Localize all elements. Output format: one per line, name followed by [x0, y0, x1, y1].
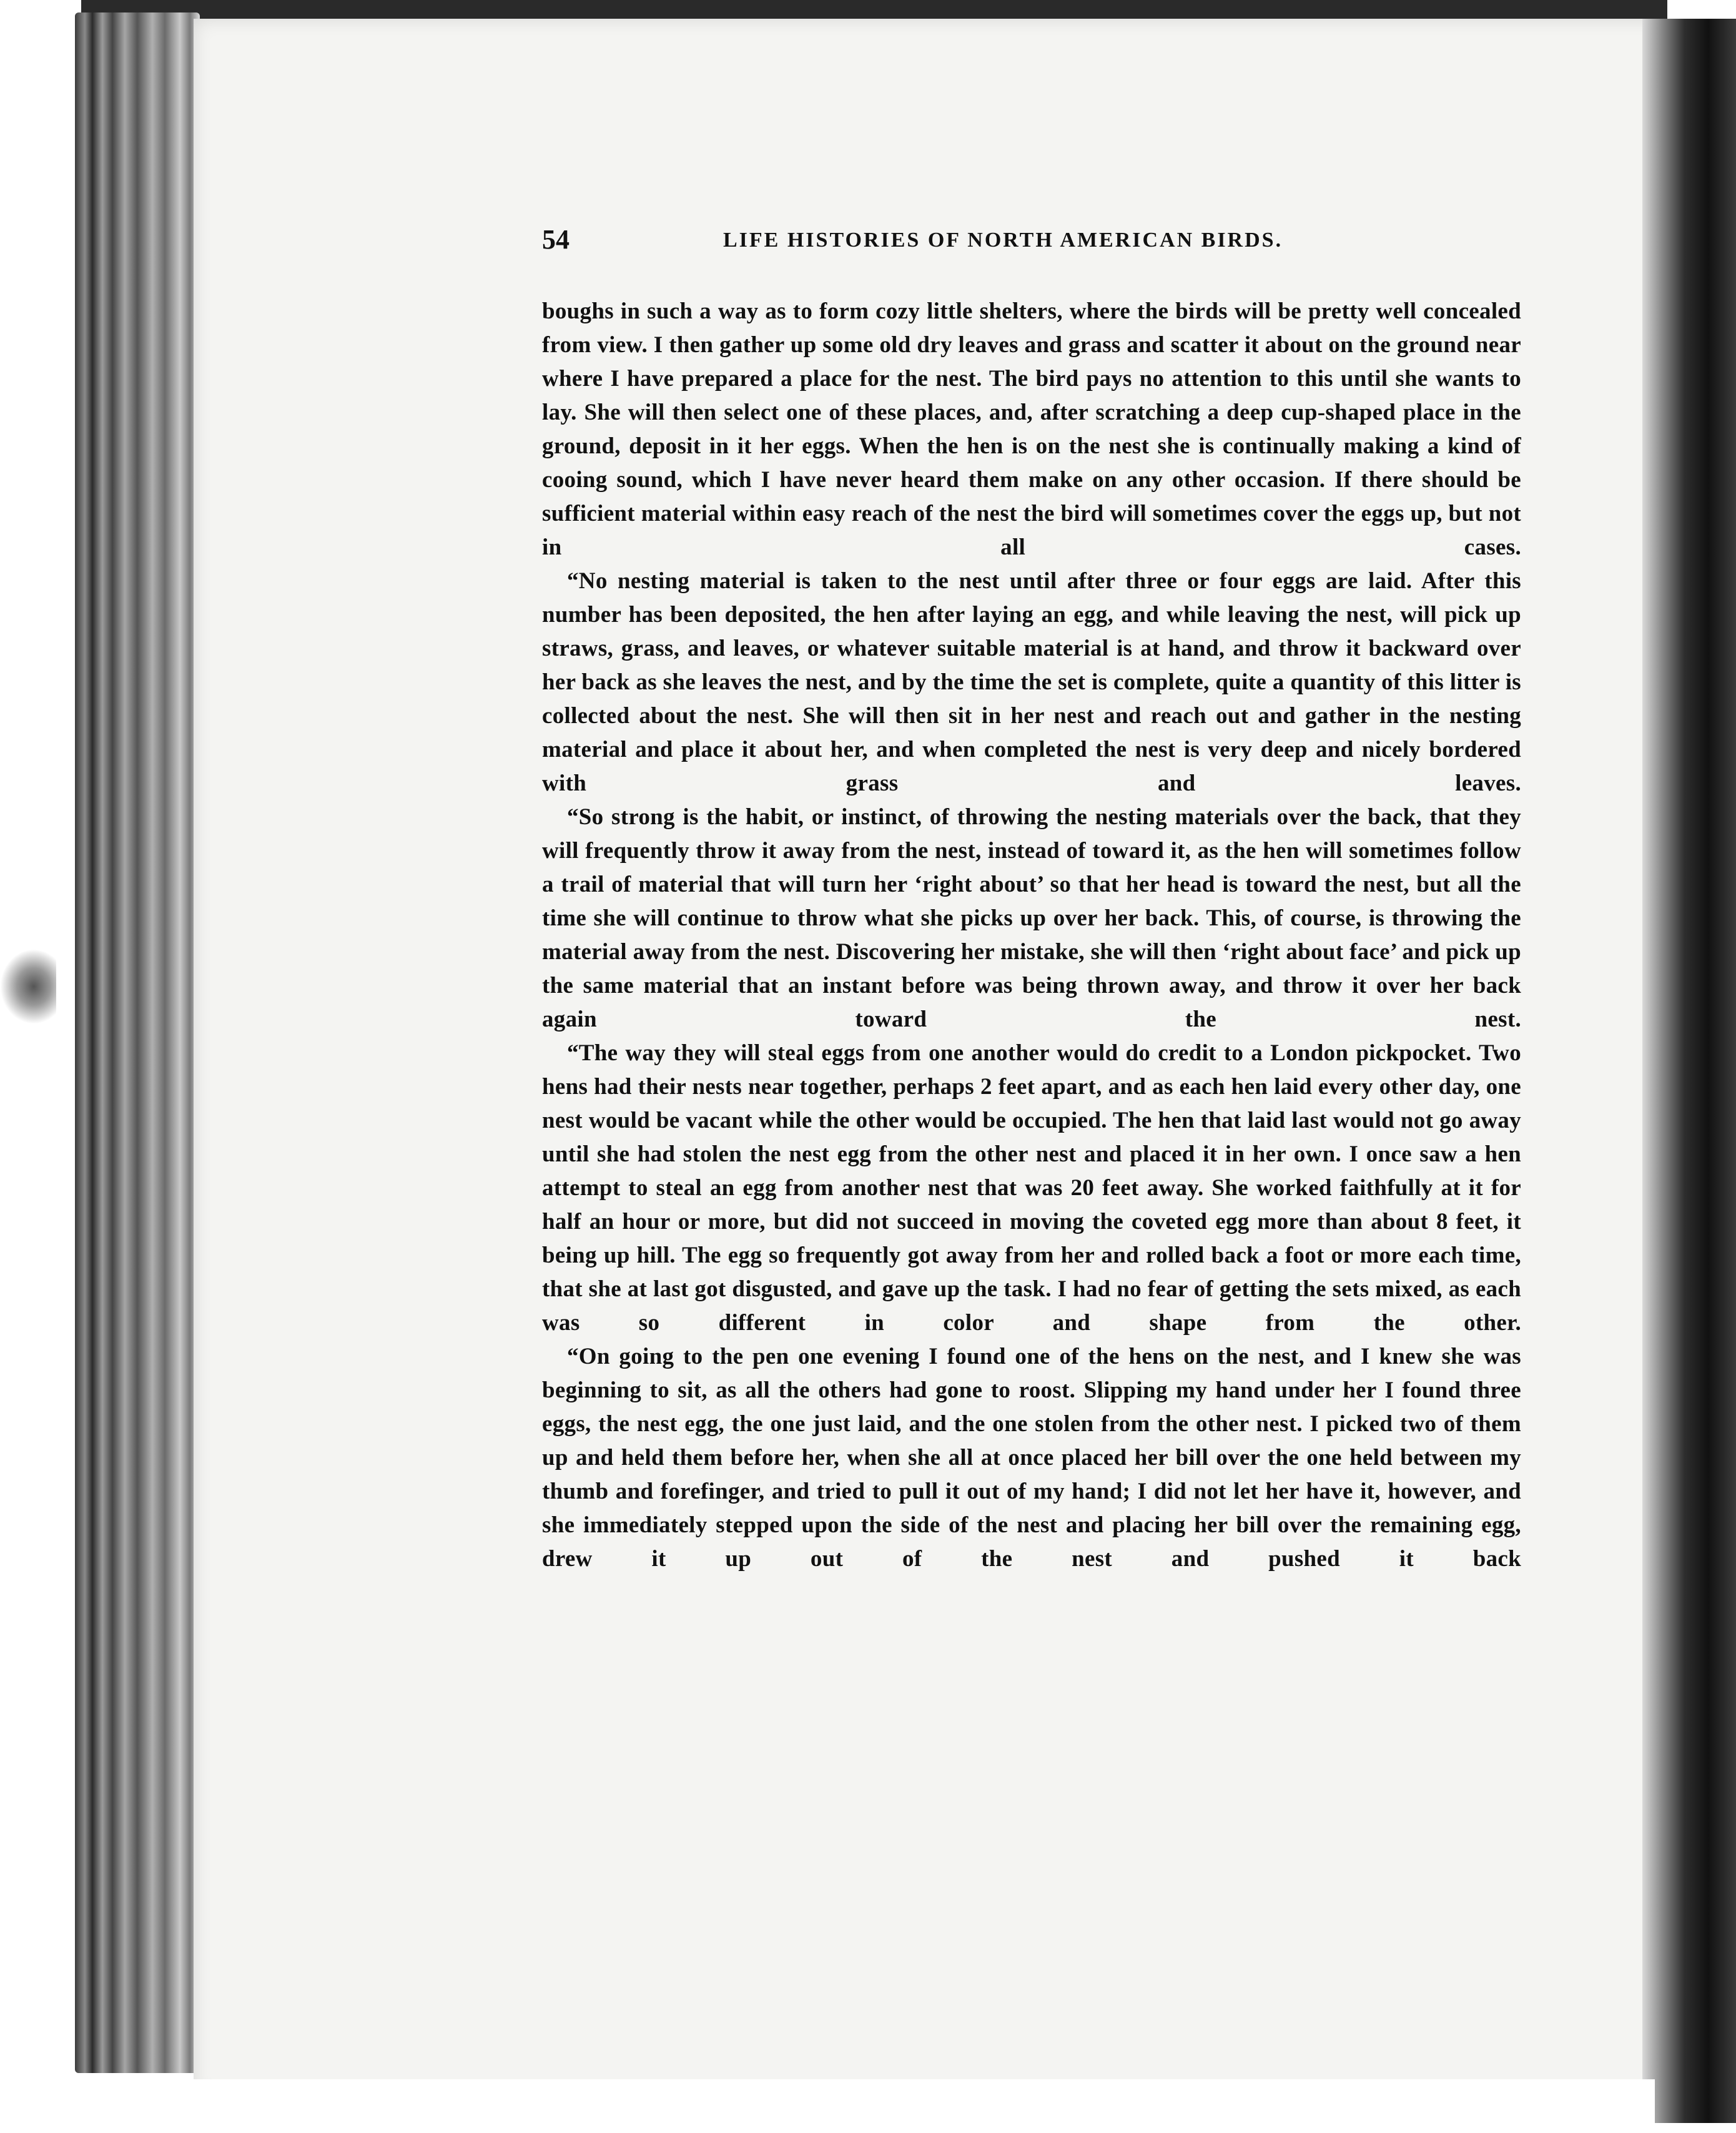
text-block — [542, 224, 1521, 1576]
margin-smudge — [0, 949, 56, 1024]
running-title: LIFE HISTORIES OF NORTH AMERICAN BIRDS. — [723, 229, 1283, 252]
running-head — [542, 224, 1521, 267]
paragraph-3: “So strong is the habit, or instinct, of throwing the nesting materials over the back, that they will frequently throw it away from the nest, instead of toward it, as the hen will sometimes follow a trail of material that will turn her ‘right about’ so that her head is toward the nest, but all the time she will continue to throw what she picks up over her back. This, of course, is throwing the material away from the nest. Discovering her mistake, she will then ‘right about face’ and pick up the same material that an instant before was being thrown away, and throw it over her back again toward the nest. — [542, 804, 1521, 1032]
paragraph-5: “On going to the pen one evening I found one of the hens on the nest, and I knew she was beginning to sit, as all the others had gone to roost. Slipping my hand under her I found three eggs, the nest egg, the one just laid, and the one stolen from the other nest. I picked two of them up and held them before her, when she all at once placed her bill over the one held between my thumb and forefinger, and tried to pull it out of my hand; I did not let her have it, however, and she immediately stepped upon the side of the nest and placing her bill over the remaining egg, drew it up out of the nest and pushed it back — [542, 1344, 1521, 1572]
top-page-edge — [81, 0, 1667, 19]
right-binding-edge — [1642, 19, 1736, 2123]
paragraph-2: “No nesting material is taken to the nest until after three or four eggs are laid. After this number has been deposited, the hen after laying an egg, and while leaving the nest, will pick up straws, grass, and leaves, or whatever suitable material is at hand, and throw it backward over her back as she leaves the nest, and by the time the set is complete, quite a quantity of this litter is collected about the nest. She will then sit in her nest and reach out and gather in the nesting material and place it about her, and when completed the nest is very deep and nicely bordered with grass and leaves. — [542, 568, 1521, 796]
left-page-stack-edge — [75, 12, 200, 2073]
page-number: 54 — [542, 224, 570, 255]
paragraph-4: “The way they will steal eggs from one another would do credit to a London pickpocket. Two hens had their nests near together, perhaps 2 feet apart, and as each hen laid every other day, one nest would be vacant while the other would be occupied. The hen that laid last would not go away until she had stolen the nest egg from the other nest and placed it in her own. I once saw a hen attempt to steal an egg from another nest that was 20 feet away. She worked faithfully at it for half an hour or more, but did not succeed in moving the coveted egg more than about 8 feet, it being up hill. The egg so frequently got away from her and rolled back a foot or more each time, that she at last got disgusted, and gave up the task. I had no fear of getting the sets mixed, as each was so different in color and shape from the other. — [542, 1040, 1521, 1336]
bottom-margin — [94, 2079, 1655, 2133]
paragraph-1: boughs in such a way as to form cozy little shelters, where the birds will be pretty well concealed from view. I then gather up some old dry leaves and grass and scatter it about on the ground near where I have prepared a place for the nest. The bird pays no attention to this until she wants to lay. She will then select one of these places, and, after scratching a deep cup-shaped place in the ground, deposit in it her eggs. When the hen is on the nest she is continually making a kind of cooing sound, which I have never heard them make on any other occasion. If there should be sufficient material within easy reach of the nest the bird will sometimes cover the eggs up, but not in all cases. — [542, 298, 1521, 560]
